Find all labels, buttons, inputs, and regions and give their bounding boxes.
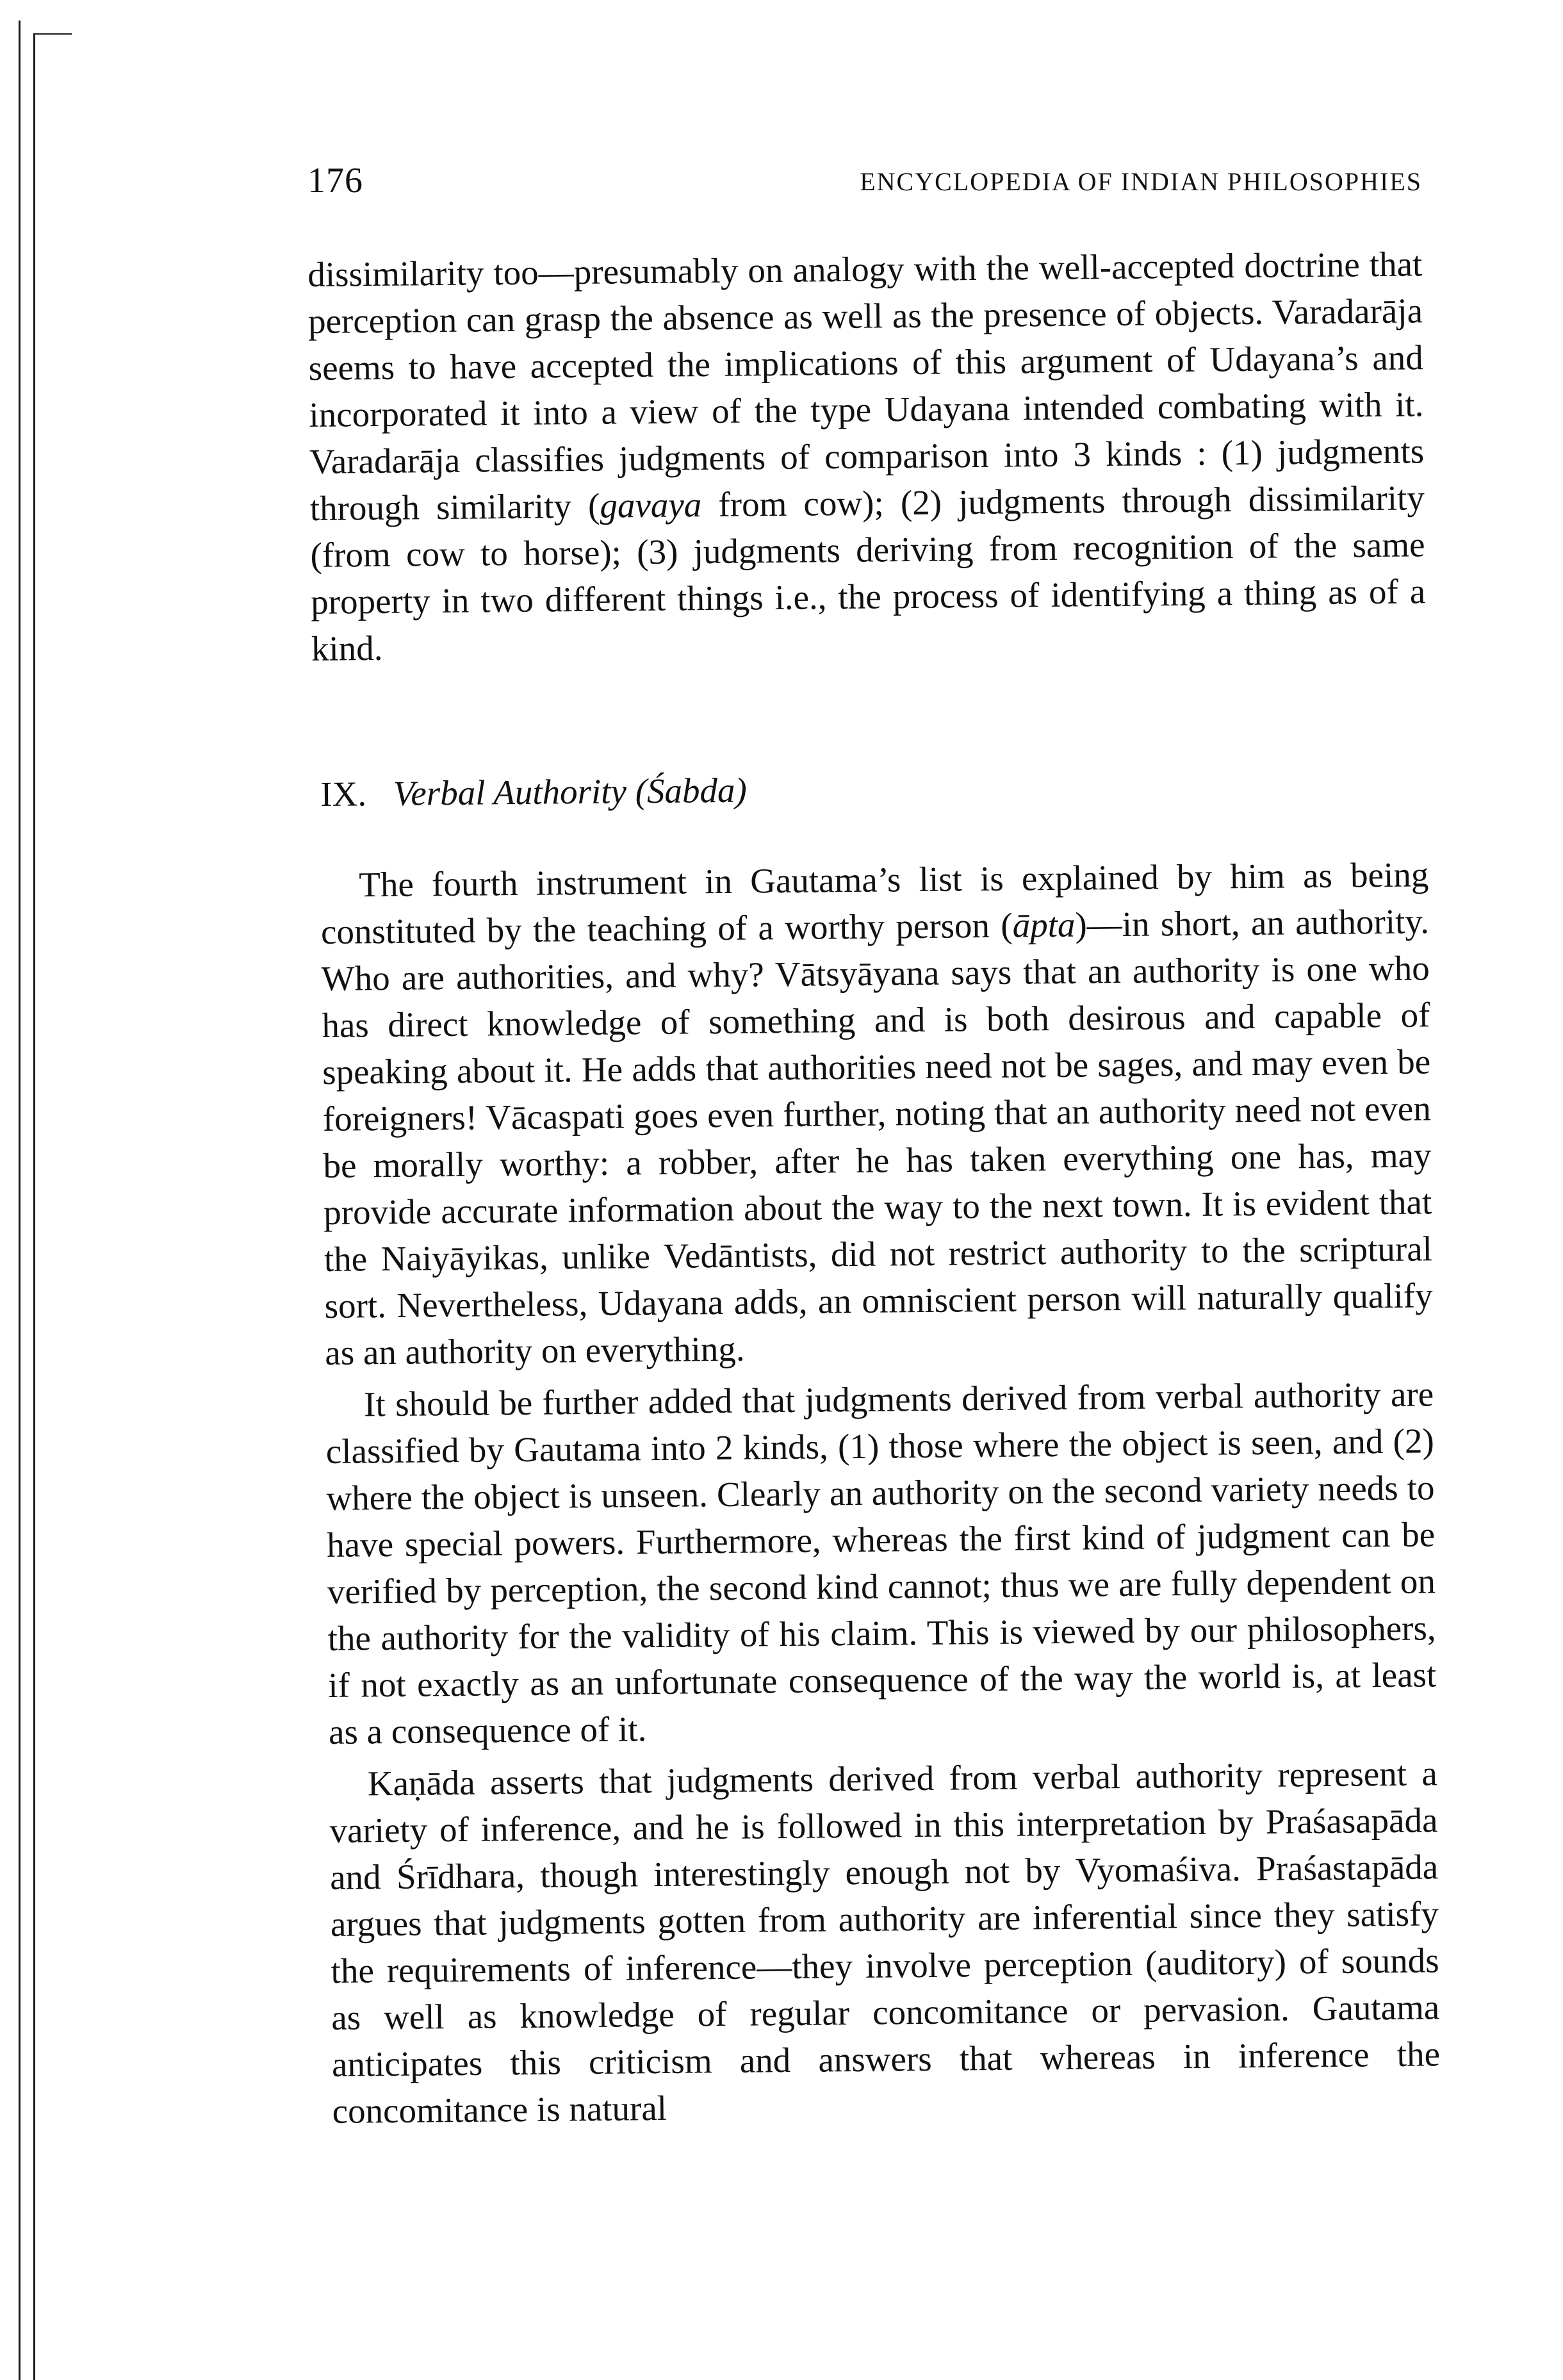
scan-border-outer xyxy=(19,21,20,2380)
section-title: Verbal Authority (Śabda) xyxy=(393,770,748,813)
intro-text-block xyxy=(307,240,1426,672)
page-number: 176 xyxy=(307,161,363,201)
running-header-title: ENCYCLOPEDIA OF INDIAN PHILOSOPHIES xyxy=(860,167,1422,196)
section-heading xyxy=(320,770,747,814)
paragraph-text: The fourth instrument in Gautama’s list is explained by him as being constituted by the teaching of a worthy person ( xyxy=(320,855,1429,951)
italic-term-gavaya: gavaya xyxy=(600,485,702,525)
paragraph-text: Kaṇāda asserts that judgments derived from verbal authority represent a variety of inference, and he is followed in this interpretation by Praśasapāda and Śrīdhara, though interestingly enough not by Vyomaśiva. Praśastapāda argues that judgments gotten from authority are inferential since they satisfy the requirements of inference—they involve perception (auditory) of sounds as well as knowledge of regular concomitance or pervasion. Gautama anticipates this criticism and answers that whereas in inference the concomitance is natural xyxy=(329,1753,1441,2131)
intro-text-after: from cow); (2) judgments through dissimilarity (from cow to horse); (3) judgments deriving from recognition of the same property in two different things i.e., the process of identifying a thing as of a kind. xyxy=(310,478,1426,668)
paragraph-text: It should be further added that judgments derived from verbal authority are classified by Gautama into 2 kinds, (1) those where the object is seen, and (2) where the object is unseen. Clearly an authority on the second variety needs to have special powers. Furthermore, whereas the first kind of judgment can be verified by perception, the second kind cannot; thus we are fully dependent on the authority for the validity of his claim. This is viewed by our philosophers, if not exactly as an unfortunate consequence of the way the world is, at least as a consequence of it. xyxy=(325,1374,1437,1752)
paragraph-kanada xyxy=(329,1750,1441,2135)
intro-paragraph xyxy=(307,240,1426,672)
running-head xyxy=(307,160,1422,211)
intro-text: dissimilarity too—presumably on analogy with the well-accepted doctrine that perception can grasp the absence as well as the presence of objects. Varadarāja seems to have accepted the implications of this argument of Udayana’s and incorporated it into a view of the type Udayana intended combating with it. Varadarāja classifies judgments of comparison into 3 kinds : (1) judgments through similarity ( xyxy=(307,244,1425,528)
section-body xyxy=(320,851,1441,2140)
paragraph-text-after: )—in short, an authority. Who are authorities, and why? Vātsyāyana says that an authority is one who has direct knowledge of something and is both desirous and capable of speaking about it. He adds that authorities need not be sages, and may even be foreigners! Vācaspati goes even further, noting that an authority need not even be morally worthy: a robber, after he has taken everything one has, may provide accurate information about the way to the next town. It is evident that the Naiyāyikas, unlike Vedāntists, did not restrict authority to the scriptural sort. Nevertheless, Udayana adds, an omniscient person will naturally qualify as an authority on everything. xyxy=(321,901,1433,1372)
italic-term-apta: āpta xyxy=(1012,905,1076,945)
scan-border-inner xyxy=(33,33,35,2380)
paragraph-two-kinds xyxy=(325,1370,1437,1755)
scan-border-top xyxy=(33,33,72,35)
paragraph-verbal-authority xyxy=(320,851,1434,1376)
section-number: IX. xyxy=(320,774,367,814)
